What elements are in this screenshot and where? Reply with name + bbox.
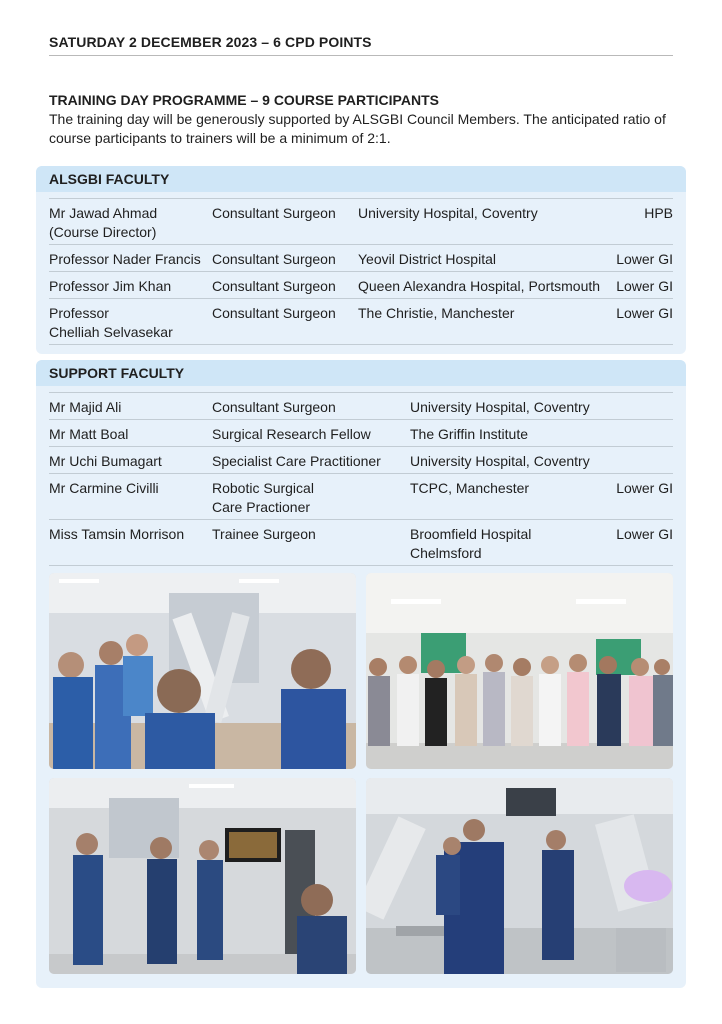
specialty-cell: Lower GI [616, 251, 673, 267]
intro-title: TRAINING DAY PROGRAMME – 9 COURSE PARTICIPANTS [49, 92, 439, 108]
training-photo-hands-on [366, 778, 673, 974]
faculty-table [49, 198, 673, 345]
table-row [49, 520, 673, 566]
role-cell: Consultant Surgeon [212, 278, 336, 294]
training-photo-monitor [49, 778, 356, 974]
table-row [49, 199, 673, 245]
table-row [49, 420, 673, 447]
table-row [49, 272, 673, 299]
role-cell: Trainee Surgeon [212, 526, 316, 542]
support-table [49, 392, 673, 566]
name-cell: Mr Uchi Bumagart [49, 453, 162, 469]
role-cell: Surgical Research Fellow [212, 426, 371, 442]
intro-section [49, 91, 679, 148]
role-cell: Robotic Surgical Care Practioner [212, 480, 314, 515]
role-cell: Specialist Care Practitioner [212, 453, 381, 469]
role-cell: Consultant Surgeon [212, 305, 336, 321]
name-cell: Mr Majid Ali [49, 399, 122, 415]
table-row [49, 299, 673, 345]
organisation-cell: Broomfield Hospital Chelmsford [410, 526, 532, 561]
table-row [49, 447, 673, 474]
group-photo [366, 573, 673, 769]
name-cell: Mr Matt Boal [49, 426, 129, 442]
name-cell: Miss Tamsin Morrison [49, 526, 185, 542]
name-cell: Professor Jim Khan [49, 278, 172, 294]
organisation-cell: TCPC, Manchester [410, 480, 530, 496]
training-photo-robot-arms [49, 573, 356, 769]
specialty-cell: Lower GI [616, 305, 673, 321]
name-cell: Professor Nader Francis [49, 251, 201, 267]
specialty-cell: Lower GI [616, 526, 673, 542]
role-cell: Consultant Surgeon [212, 399, 336, 415]
specialty-cell: Lower GI [616, 278, 673, 294]
name-cell: Mr Carmine Civilli [49, 480, 159, 496]
organisation-cell: University Hospital, Coventry [410, 399, 590, 415]
name-cell: Mr Jawad Ahmad (Course Director) [49, 205, 158, 240]
table-row [49, 474, 673, 520]
intro-text: The training day will be generously supported by ALSGBI Council Members. The anticipated ratio of course participants to trainers will be a minimum of 2:1. [49, 111, 666, 146]
table-row [49, 393, 673, 420]
organisation-cell: University Hospital, Coventry [410, 453, 590, 469]
organisation-cell: Yeovil District Hospital [358, 251, 496, 267]
support-heading: SUPPORT FACULTY [36, 360, 686, 386]
organisation-cell: Queen Alexandra Hospital, Portsmouth [358, 278, 601, 294]
table-row [49, 245, 673, 272]
faculty-panel [36, 166, 686, 354]
specialty-cell: HPB [644, 205, 673, 221]
specialty-cell: Lower GI [616, 480, 673, 496]
faculty-heading: ALSGBI FACULTY [36, 166, 686, 192]
name-cell: Professor Chelliah Selvasekar [49, 305, 173, 340]
page-header: SATURDAY 2 DECEMBER 2023 – 6 CPD POINTS [49, 34, 673, 56]
organisation-cell: The Christie, Manchester [358, 305, 515, 321]
role-cell: Consultant Surgeon [212, 251, 336, 267]
organisation-cell: University Hospital, Coventry [358, 205, 538, 221]
organisation-cell: The Griffin Institute [410, 426, 529, 442]
role-cell: Consultant Surgeon [212, 205, 336, 221]
